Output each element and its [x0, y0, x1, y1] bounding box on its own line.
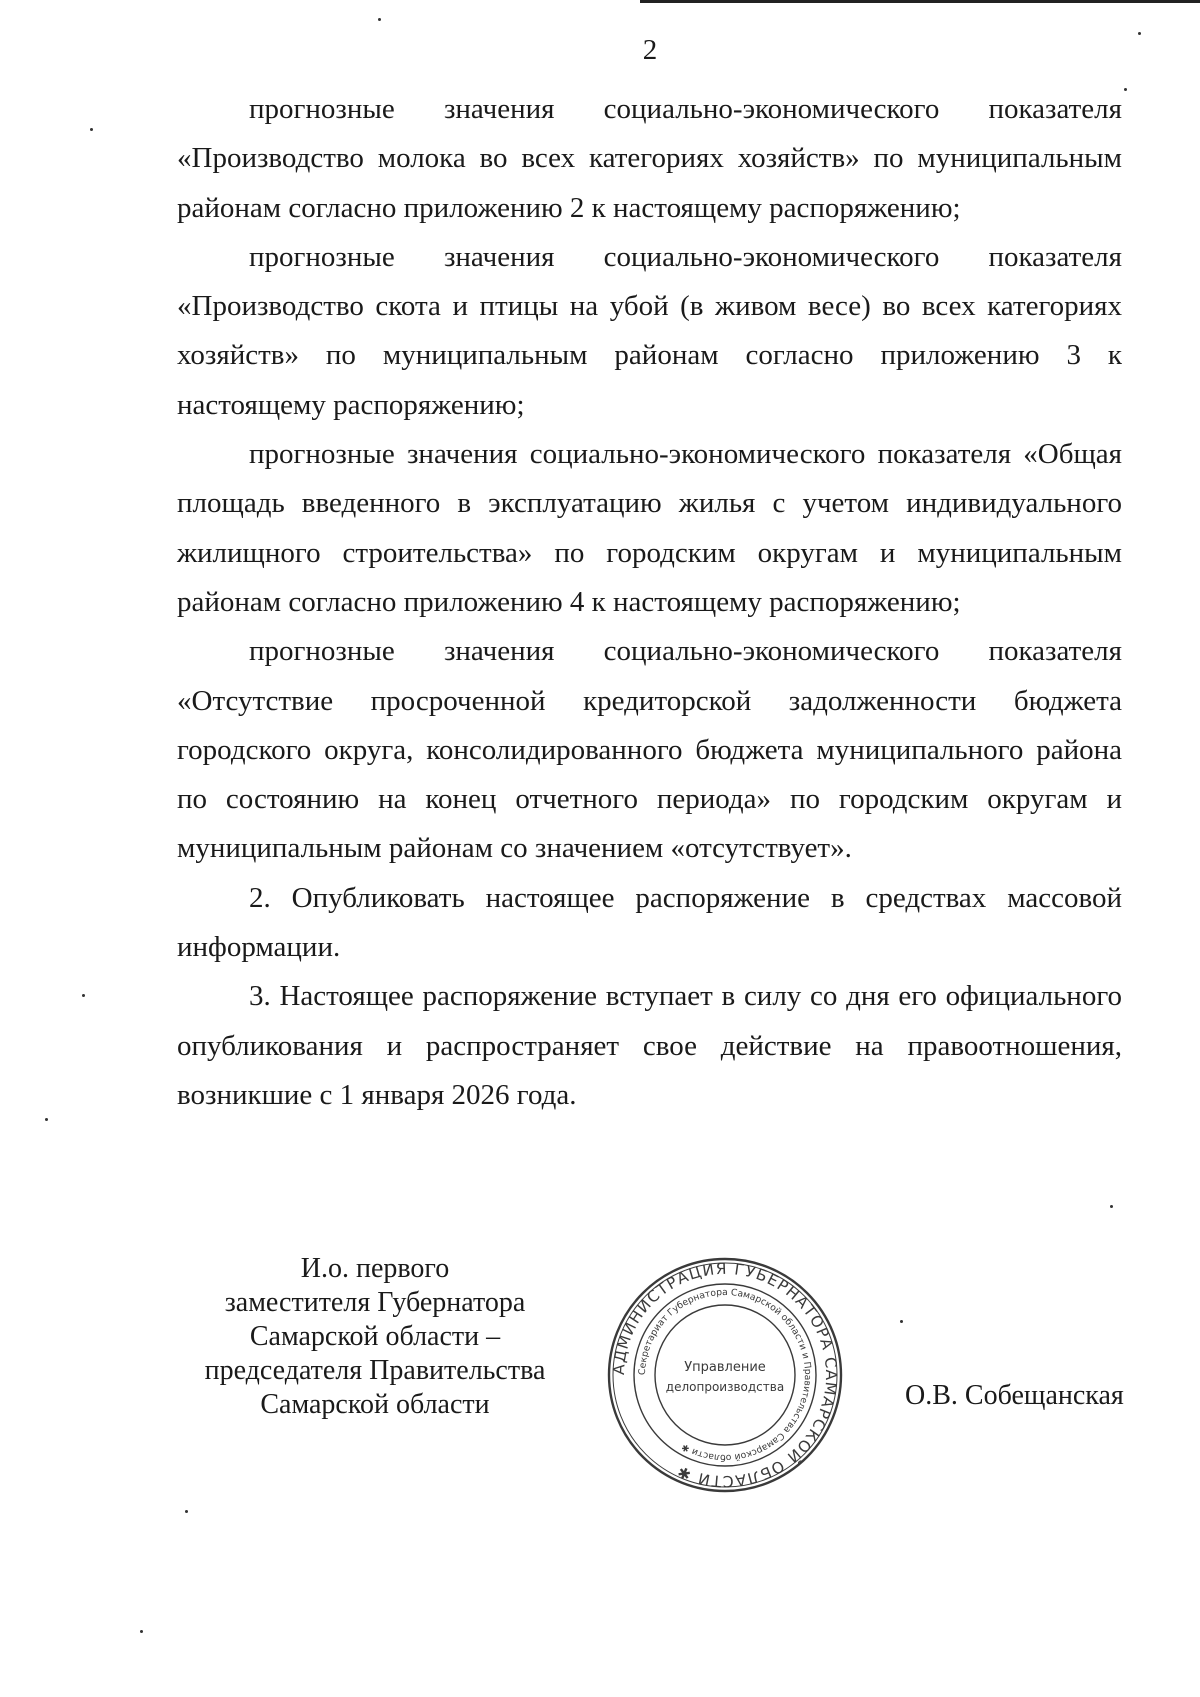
- signatory-position-line: Самарской области –: [249, 1321, 501, 1352]
- scan-speck: [1110, 1205, 1113, 1208]
- scan-speck: [90, 128, 93, 131]
- scan-speck: [900, 1320, 903, 1323]
- signatory-position: [190, 1252, 560, 1422]
- signatory-position-line: И.о. первого: [300, 1253, 450, 1284]
- seal-center-line-1: Управление: [684, 1360, 766, 1375]
- official-seal: [605, 1255, 845, 1495]
- paragraph-milk-forecast: прогнозные значения социально-экономического показателя «Производство молока во всех категориях хозяйств» по муниципальным районам согласно приложению 2 к настоящему распоряжению;: [177, 93, 1122, 224]
- scan-top-edge-line: [640, 0, 1200, 3]
- signatory-position-line: заместителя Губернатора: [224, 1287, 526, 1318]
- scan-speck: [378, 18, 381, 21]
- paragraph-debt-forecast: прогнозные значения социально-экономического показателя «Отсутствие просроченной кредиторской задолженности бюджета городского округа, консолидированного бюджета муниципального района по состоянию на конец отчетного периода» по городским округам и муниципальным районам со значением «отсутствует».: [177, 635, 1122, 865]
- paragraph-livestock-forecast: прогнозные значения социально-экономического показателя «Производство скота и птицы на убой (в живом весе) во всех категориях хозяйств» по муниципальным районам согласно приложению 3 к настоящему распоряжению;: [177, 240, 1122, 421]
- signatory-name: О.В. Собещанская: [905, 1380, 1124, 1411]
- document-body: [177, 85, 1122, 1120]
- seal-middle-text: Секретариат Губернатора Самарской области и Правительства Самарской области ✱: [636, 1286, 814, 1464]
- seal-center-line-2: делопроизводства: [665, 1380, 785, 1394]
- scan-speck: [45, 1118, 48, 1121]
- signatory-position-line: Самарской области: [260, 1389, 490, 1420]
- seal-outer-text: АДМИНИСТРАЦИЯ ГУБЕРНАТОРА САМАРСКОЙ ОБЛАСТИ ✱: [609, 1259, 841, 1491]
- paragraph-effective-clause: 3. Настоящее распоряжение вступает в силу со дня его официального опубликования и распространяет свое действие на правоотношения, возникшие с 1 января 2026 года.: [177, 980, 1122, 1111]
- page-number: 2: [642, 34, 658, 66]
- scan-speck: [140, 1630, 143, 1633]
- paragraph-publish-clause: 2. Опубликовать настоящее распоряжение в средствах массовой информации.: [177, 881, 1122, 964]
- scan-speck: [185, 1510, 188, 1513]
- scan-speck: [1124, 88, 1127, 91]
- paragraph-housing-forecast: прогнозные значения социально-экономического показателя «Общая площадь введенного в эксплуатацию жилья с учетом индивидуального жилищного строительства» по городским округам и муниципальным районам согласно приложению 4 к настоящему распоряжению;: [177, 438, 1122, 618]
- signatory-position-line: председателя Правительства: [204, 1355, 546, 1386]
- seal-middle-ring: [634, 1284, 816, 1466]
- seal-inner-ring: [655, 1305, 795, 1445]
- scan-speck: [82, 994, 85, 997]
